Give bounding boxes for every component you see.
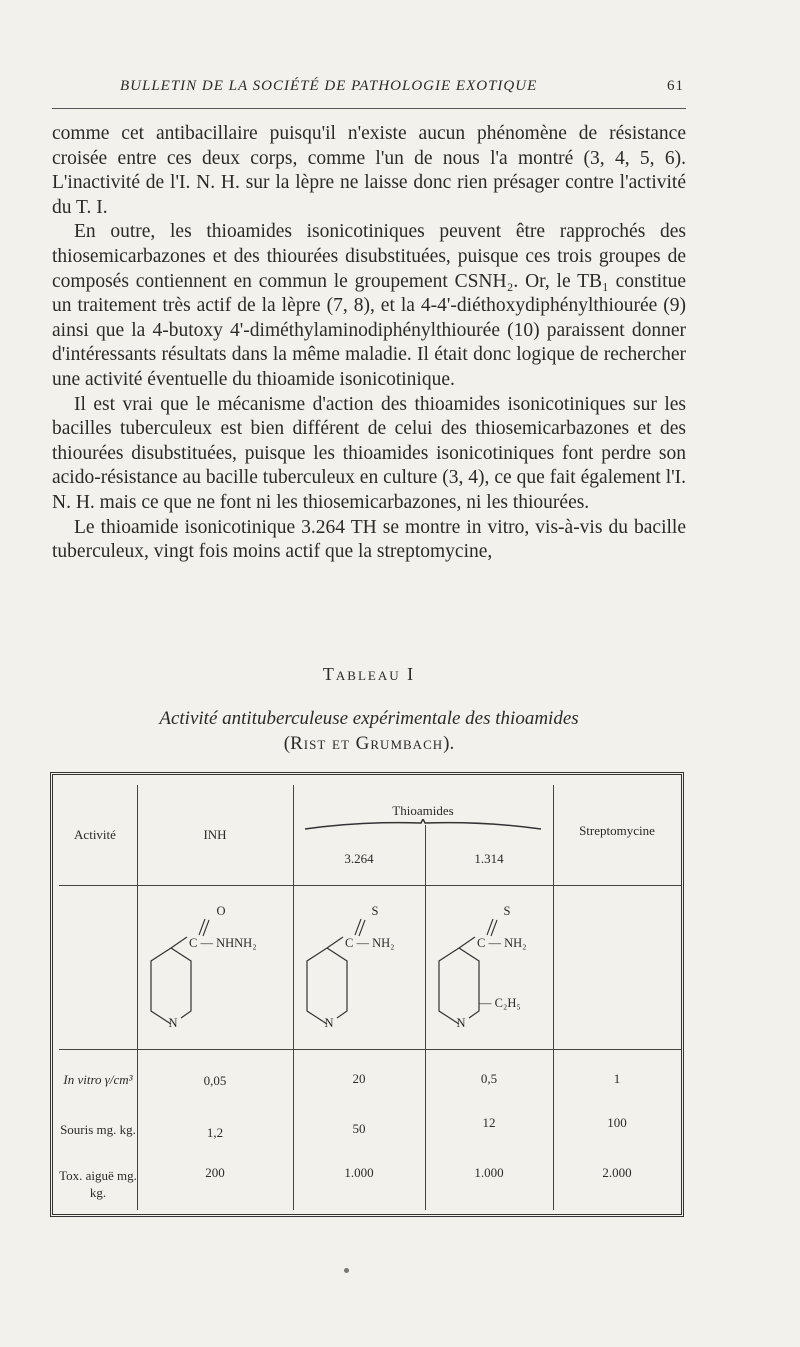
thioamides-brace [303, 819, 543, 831]
t2-atom: S [503, 904, 511, 918]
header-3264: 3.264 [344, 851, 374, 866]
body-text [52, 122, 686, 565]
inh-atom: O [216, 904, 226, 918]
t1-ring-n: N [324, 1016, 334, 1030]
paragraph-4: Le thioamide isonicotinique 3.264 TH se montre in vitro, vis-à-vis du bacille tuberculeux, vingt fois moins actif que la streptomycine, [52, 516, 686, 563]
t2-group: C — NH₂ [477, 936, 527, 950]
row-label-in-vitro: In vitro γ/cm³ [63, 1072, 133, 1087]
activity-table [50, 772, 684, 1217]
journal-title: BULLETIN DE LA SOCIÉTÉ DE PATHOLOGIE EXOTIQUE [120, 78, 538, 94]
inh-group: C — NHNH₂ [189, 936, 257, 950]
tox-3264: 1.000 [344, 1165, 374, 1180]
header-rule [52, 108, 686, 109]
table-label: Tableau I [322, 664, 416, 684]
t1-atom: S [371, 904, 379, 918]
page-speck [344, 1268, 349, 1273]
souris-3264: 50 [352, 1121, 366, 1136]
tox-1314: 1.000 [474, 1165, 504, 1180]
header-1314: 1.314 [474, 851, 504, 866]
table-title: Activité antituberculeuse expérimentale des thioamides [159, 708, 579, 729]
tox-strepto: 2.000 [602, 1165, 632, 1180]
inh-ring-n: N [168, 1016, 178, 1030]
souris-strepto: 100 [607, 1115, 627, 1130]
in-vitro-1314: 0,5 [480, 1071, 498, 1086]
table-source: (Rist et Grumbach). [283, 733, 455, 754]
page-number: 61 [667, 78, 684, 94]
souris-1314: 12 [482, 1115, 496, 1130]
in-vitro-inh: 0,05 [203, 1073, 227, 1088]
paragraph-3: Il est vrai que le mécanisme d'action des thioamides isonicotiniques sur les bacilles tuberculeux est bien différent de celui des thiosemicarbazones et des thiourées disubstituées, puisque les thioamides isonicotiniques font perdre son acido-résistance au bacille tuberculeux en culture (3, 4), ce que fait également l'I. N. H. mais ce que ne font ni les thiosemicarbazones, ni les thiourées. [52, 393, 686, 513]
t1-group: C — NH₂ [345, 936, 395, 950]
paragraph-2: En outre, les thioamides isonicotiniques peuvent être rapprochés des thiosemicarbazones et des thiourées disubstituées, puisque ces trois groupes de composés contiennent en commun le groupement CSNH₂. Or, le TB₁ constitue un traitement très actif de la lèpre (7, 8), et la 4-4'-diéthoxydiphénylthiourée (9) ainsi que la 4-butoxy 4'-diméthylaminodiphénylthiourée (10) paraissent donner d'intéressants résultats dans la même maladie. Il était donc logique de rechercher une activité éventuelle du thioamide isonicotinique. [52, 221, 686, 390]
souris-inh: 1,2 [206, 1125, 224, 1140]
header-inh: INH [203, 827, 227, 842]
header-streptomycine: Streptomycine [579, 823, 655, 838]
t2-ring-n: N [456, 1016, 466, 1030]
header-activite: Activité [74, 827, 116, 842]
t2-substituent: — C₂H₅ [479, 996, 521, 1010]
header-thioamides: Thioamides [392, 803, 454, 818]
table-source-authors: Rist et Grumbach [290, 733, 444, 754]
tox-inh: 200 [205, 1165, 225, 1180]
in-vitro-3264: 20 [352, 1071, 366, 1086]
row-label-souris: Souris mg. kg. [60, 1122, 136, 1137]
paragraph-1: comme cet antibacillaire puisqu'il n'existe aucun phénomène de résistance croisée entre ces deux corps, comme l'un de nous l'a montré (3, 4, 5, 6). L'inactivité de l'I. N. H. sur la lèpre ne laisse donc rien présager contre l'activité du T. I. [52, 123, 686, 218]
in-vitro-strepto: 1 [613, 1071, 621, 1086]
row-label-tox: Tox. aiguë mg. kg. [59, 1168, 137, 1200]
